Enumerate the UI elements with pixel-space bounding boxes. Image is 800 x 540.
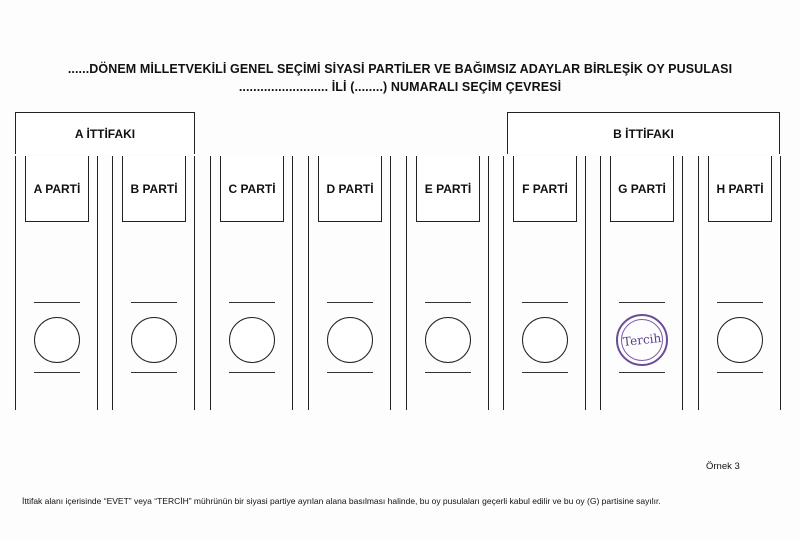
vote-line-bottom	[34, 372, 80, 373]
alliance-header-a: A İTTİFAKI	[15, 112, 195, 154]
vote-line-top	[34, 302, 80, 303]
party-box: E PARTİ	[416, 156, 480, 222]
vote-circle[interactable]	[34, 317, 80, 363]
party-box: C PARTİ	[220, 156, 284, 222]
vote-circle[interactable]	[425, 317, 471, 363]
example-label: Örnek 3	[706, 461, 740, 472]
party-column-g	[600, 156, 683, 410]
party-box: G PARTİ	[610, 156, 674, 222]
vote-line-bottom	[522, 372, 568, 373]
vote-circle[interactable]	[327, 317, 373, 363]
vote-line-top	[522, 302, 568, 303]
alliance-header-b: B İTTİFAKI	[507, 112, 780, 154]
party-box: F PARTİ	[513, 156, 577, 222]
vote-circle[interactable]	[131, 317, 177, 363]
vote-line-bottom	[131, 372, 177, 373]
vote-line-bottom	[619, 372, 665, 373]
vote-line-bottom	[717, 372, 763, 373]
vote-circle[interactable]	[522, 317, 568, 363]
ballot-title-line-2: ......................... İLİ (........) NUMARALI SEÇİM ÇEVRESİ	[238, 80, 562, 94]
party-column-c	[210, 156, 293, 410]
vote-line-top	[619, 302, 665, 303]
party-box: A PARTİ	[25, 156, 89, 222]
party-column-b	[112, 156, 195, 410]
vote-line-bottom	[425, 372, 471, 373]
vote-line-top	[717, 302, 763, 303]
party-column-a	[15, 156, 98, 410]
vote-line-top	[229, 302, 275, 303]
stamp-text: Tercih	[622, 331, 662, 349]
party-column-e	[406, 156, 489, 410]
vote-line-bottom	[229, 372, 275, 373]
party-column-h	[698, 156, 781, 410]
party-column-d	[308, 156, 391, 410]
vote-line-top	[131, 302, 177, 303]
party-column-f	[503, 156, 586, 410]
party-box: D PARTİ	[318, 156, 382, 222]
vote-circle[interactable]	[229, 317, 275, 363]
tercih-stamp[interactable]	[616, 314, 668, 366]
vote-line-top	[327, 302, 373, 303]
ballot-title-line-1: ......DÖNEM MİLLETVEKİLİ GENEL SEÇİMİ SİYASİ PARTİLER VE BAĞIMSIZ ADAYLAR BİRLEŞİK OY PUSULASI	[67, 62, 733, 76]
vote-line-bottom	[327, 372, 373, 373]
vote-line-top	[425, 302, 471, 303]
footnote: İttifak alanı içerisinde “EVET” veya “TERCİH” mührünün bir siyasi partiye ayrılan alana basılması halinde, bu oy pusulaları geçerli kabul edilir ve bu oy (G) partisine sayılır.	[22, 496, 661, 506]
party-box: B PARTİ	[122, 156, 186, 222]
party-box: H PARTİ	[708, 156, 772, 222]
vote-circle[interactable]	[717, 317, 763, 363]
